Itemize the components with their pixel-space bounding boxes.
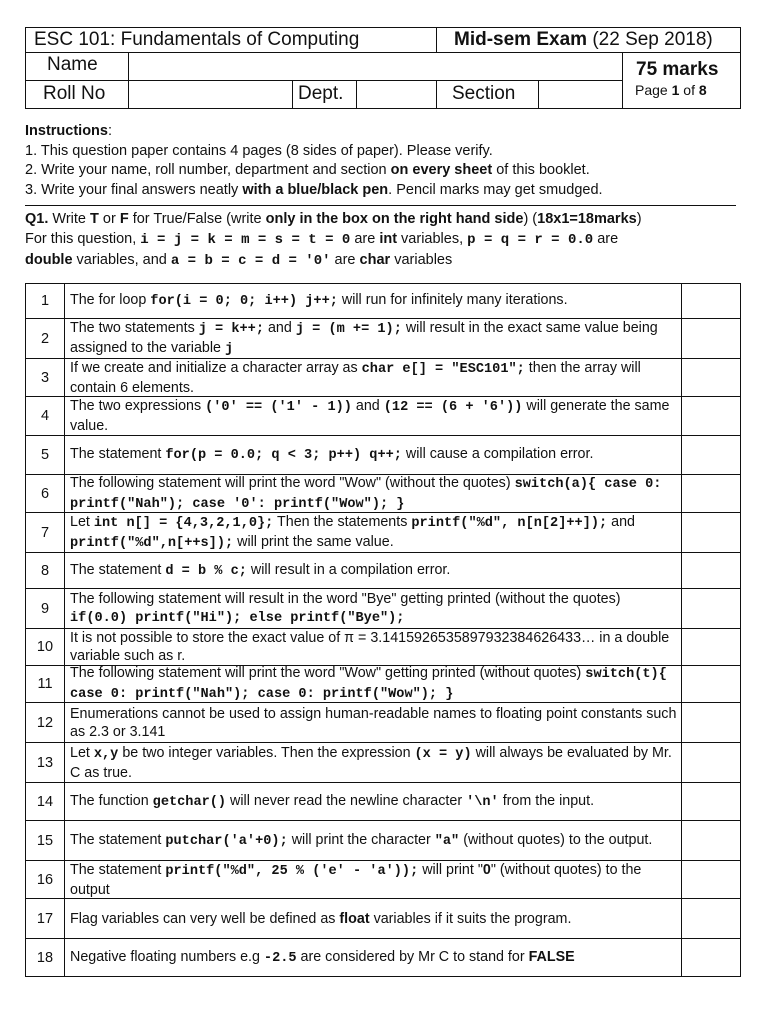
instructions <box>25 122 603 200</box>
question-number: 6 <box>26 475 65 512</box>
code-snippet: char e[] = "ESC101"; <box>361 361 525 377</box>
statement-text: (without quotes) to the output. <box>459 831 653 848</box>
question-text <box>70 513 682 552</box>
q1-text: or <box>98 211 120 227</box>
statement-text: will result in the exact same value being assigned to the variable <box>70 319 658 356</box>
question-number: 17 <box>26 899 65 938</box>
question-text <box>70 475 682 512</box>
statement-text: The statement <box>70 561 166 578</box>
question-number: 12 <box>26 703 65 742</box>
question-text <box>70 359 682 396</box>
q1-code: a = b = c = d = '0' <box>170 253 331 269</box>
statement-text: will print the character <box>287 831 435 848</box>
instruction-text: 2. Write your name, roll number, department and section <box>25 162 391 178</box>
question-number: 11 <box>26 666 65 702</box>
code-snippet: int n[] = {4,3,2,1,0}; <box>93 515 274 531</box>
answer-box[interactable] <box>686 319 740 358</box>
name-field[interactable] <box>134 54 620 79</box>
course-title: ESC 101: Fundamentals of Computing <box>34 29 360 50</box>
question-number: 4 <box>26 397 65 435</box>
statement-text: variables if it suits the program. <box>369 910 572 927</box>
instruction-line <box>25 181 603 201</box>
code-snippet: printf("%d", 25 % ('e' - 'a')); <box>165 863 419 879</box>
answer-box[interactable] <box>686 821 740 860</box>
question-number: 13 <box>26 743 65 782</box>
code-snippet: -2.5 <box>263 950 297 966</box>
question-row <box>25 821 741 861</box>
question-number: 15 <box>26 821 65 860</box>
code-snippet: printf("%d",n[++s]); <box>70 535 234 551</box>
question-row <box>25 861 741 899</box>
q1-code: i = j = k = m = s = t = 0 <box>140 232 351 248</box>
question-text <box>70 703 682 742</box>
statement-text: then the array will contain 6 elements. <box>70 359 641 396</box>
question-row <box>25 743 741 783</box>
code-snippet: j <box>224 341 234 357</box>
q1-type: double <box>25 252 73 268</box>
page-prefix: Page <box>635 82 672 98</box>
statement-text: will generate the same value. <box>70 398 670 434</box>
statement-text: The for loop <box>70 292 151 308</box>
answer-box[interactable] <box>686 743 740 782</box>
statement-text: will always be evaluated by Mr. C as true. <box>70 744 672 781</box>
question-number: 18 <box>26 939 65 976</box>
header-col-divider <box>292 80 293 108</box>
question-number: 9 <box>26 589 65 628</box>
code-snippet: j = (m += 1); <box>295 321 402 337</box>
total-marks: 75 marks <box>636 59 719 80</box>
q1-text: are <box>593 231 619 247</box>
question-row <box>25 283 741 319</box>
answer-box[interactable] <box>686 783 740 820</box>
q1-text: Write <box>48 211 90 227</box>
header-col-divider <box>436 80 437 108</box>
q1-type: char <box>359 252 391 268</box>
code-snippet: '\n' <box>466 794 499 810</box>
statement-text: and <box>607 513 635 530</box>
page-mid: of <box>679 82 699 98</box>
question-text <box>70 589 682 628</box>
question-text <box>70 821 682 860</box>
section-label: Section <box>452 83 516 104</box>
code-snippet: x,y <box>93 746 119 762</box>
question-text <box>70 666 682 702</box>
q1-line <box>25 229 642 250</box>
q1-label: Q1. <box>25 211 49 227</box>
statement-text: and <box>351 398 384 414</box>
instruction-text: of this booklet. <box>492 162 590 178</box>
instruction-text: . Pencil marks may get smudged. <box>388 181 603 198</box>
statement-text: The following statement will print the word "Wow" (without the quotes) <box>70 474 515 491</box>
statement-text: The statement <box>70 861 166 878</box>
roll-no-field[interactable] <box>134 82 290 108</box>
answer-box[interactable] <box>686 939 740 976</box>
header-col-divider <box>538 80 539 108</box>
exam-name: Mid-sem Exam <box>454 29 588 50</box>
question-row <box>25 513 741 553</box>
code-snippet: j = k++; <box>198 321 264 337</box>
code-snippet: printf("%d", n[n[2]++]); <box>411 515 608 531</box>
question-row <box>25 629 741 666</box>
roll-no-label: Roll No <box>43 83 106 104</box>
question-text <box>70 553 682 588</box>
question-text <box>70 397 682 435</box>
statement-text: will run for infinitely many iterations. <box>337 292 568 308</box>
answer-box[interactable] <box>686 284 740 318</box>
answer-box[interactable] <box>686 436 740 474</box>
question-text <box>70 436 682 474</box>
statement-text: The following statement will result in the word "Bye" getting printed (without the quotes) <box>70 590 621 607</box>
section-divider <box>25 205 736 206</box>
question-row <box>25 475 741 513</box>
q1-line <box>25 209 642 229</box>
question-number: 7 <box>26 513 65 552</box>
question-text <box>70 743 682 782</box>
code-snippet: (12 == (6 + '6')) <box>383 400 523 415</box>
question-text <box>70 319 682 358</box>
true-false-table <box>25 283 741 977</box>
answer-box[interactable] <box>686 666 740 702</box>
statement-text: Let <box>70 744 94 761</box>
statement-text: The two statements <box>70 319 199 336</box>
q1-marks: 18x1=18marks <box>537 211 637 227</box>
answer-box[interactable] <box>686 359 740 396</box>
statement-text: are considered by Mr C to stand for <box>296 948 529 965</box>
header-col-divider <box>356 80 357 108</box>
question-row <box>25 397 741 436</box>
statement-text: The function <box>70 792 153 809</box>
answer-box[interactable] <box>686 629 740 665</box>
statement-text: The statement <box>70 831 166 848</box>
code-snippet: ('0' == ('1' - 1)) <box>205 400 352 415</box>
q1-text: ) ( <box>523 211 538 227</box>
answer-box[interactable] <box>686 703 740 742</box>
question-row <box>25 666 741 703</box>
question-row <box>25 436 741 475</box>
answer-box[interactable] <box>686 553 740 588</box>
q1-text: are <box>350 231 380 247</box>
statement-text: Enumerations cannot be used to assign human-readable names to floating point constants such as 2.3 or 3.141 <box>70 705 677 740</box>
statement-text: Negative floating numbers e.g <box>70 948 264 965</box>
question-number: 10 <box>26 629 65 665</box>
exam-header-table <box>25 27 741 109</box>
question-text <box>70 939 682 976</box>
statement-text: will cause a compilation error. <box>401 446 594 462</box>
question-number: 16 <box>26 861 65 898</box>
code-snippet: switch(a){ case 0: printf("Nah"); case '0': printf("Wow"); } <box>70 476 662 512</box>
page-current: 1 <box>671 82 680 98</box>
q1-text: for True/False (write <box>128 211 266 227</box>
statement-text: will result in a compilation error. <box>246 561 451 578</box>
exam-date: (22 Sep 2018) <box>592 29 713 50</box>
question-number: 14 <box>26 783 65 820</box>
statement-text: Let <box>70 513 94 530</box>
q1-text: For this question, <box>25 231 141 247</box>
answer-box[interactable] <box>686 397 740 435</box>
header-row-divider <box>26 52 740 53</box>
question-row <box>25 703 741 743</box>
question-text <box>70 284 682 318</box>
statement-text: be two integer variables. Then the expression <box>118 744 415 761</box>
question-row <box>25 783 741 821</box>
question-text <box>70 629 682 665</box>
answer-box[interactable] <box>686 899 740 938</box>
question-number: 2 <box>26 319 65 358</box>
exam-title <box>454 29 713 51</box>
instructions-heading <box>25 122 603 142</box>
question-row <box>25 553 741 589</box>
statement-text: will print " <box>418 861 483 878</box>
question-number: 3 <box>26 359 65 396</box>
emphasis-text: FALSE <box>528 948 575 965</box>
code-snippet: if(0.0) printf("Hi"); else printf("Bye"); <box>70 610 405 626</box>
q1-text: are <box>330 252 360 268</box>
statement-text: If we create and initialize a character array as <box>70 359 362 376</box>
q1-text: variables <box>390 252 453 268</box>
answer-box[interactable] <box>686 589 740 628</box>
q1-false: F <box>119 211 129 227</box>
code-snippet: "a" <box>434 833 460 849</box>
answer-box[interactable] <box>686 475 740 512</box>
page-indicator <box>635 82 707 98</box>
page-total: 8 <box>698 82 707 98</box>
header-row-divider <box>26 80 622 81</box>
dept-label: Dept. <box>298 83 344 104</box>
instructions-title: Instructions <box>25 123 108 139</box>
answer-box[interactable] <box>686 861 740 898</box>
instruction-emphasis: on every sheet <box>390 162 493 178</box>
q1-type: int <box>379 231 398 247</box>
code-snippet: d = b % c; <box>165 563 247 579</box>
instruction-emphasis: with a blue/black pen <box>242 181 389 198</box>
statement-text: It is not possible to store the exact value of π = 3.1415926535897932384626433… in a double variable such as r. <box>70 630 670 664</box>
question-row <box>25 899 741 939</box>
question-text <box>70 783 682 820</box>
instructions-colon: : <box>107 123 113 139</box>
dept-field[interactable] <box>360 82 434 108</box>
statement-text: will print the same value. <box>233 533 394 550</box>
q1-true: T <box>90 211 99 227</box>
statement-text: Then the statements <box>273 513 412 530</box>
name-label: Name <box>47 54 98 75</box>
statement-text: The following statement will print the word "Wow" getting printed (without quotes) <box>70 665 586 681</box>
question-row <box>25 359 741 397</box>
emphasis-text: float <box>339 910 370 927</box>
code-snippet: switch(t){ case 0: printf("Nah"); case 0: printf("Wow"); } <box>70 667 667 702</box>
statement-text: " (without quotes) to the output <box>70 861 642 898</box>
question-number: 5 <box>26 436 65 474</box>
q1-text: ) <box>636 211 642 227</box>
instruction-text: 3. Write your final answers neatly <box>25 181 243 198</box>
statement-text: Flag variables can very well be defined as <box>70 910 340 927</box>
q1-text: variables, <box>397 231 468 247</box>
instruction-line <box>25 161 603 181</box>
statement-text: The statement <box>70 446 166 462</box>
code-snippet: for(i = 0; 0; i++) j++; <box>150 294 338 309</box>
emphasis-text: 0 <box>482 861 491 878</box>
statement-text: and <box>264 319 296 336</box>
q1-code: p = q = r = 0.0 <box>467 232 594 248</box>
question-row <box>25 589 741 629</box>
question-text <box>70 861 682 898</box>
question-number: 1 <box>26 284 65 318</box>
header-col-divider <box>622 52 623 108</box>
q1-text: variables, and <box>72 252 171 268</box>
q1-intro <box>25 209 642 271</box>
question-number: 8 <box>26 553 65 588</box>
statement-text: The two expressions <box>70 398 206 414</box>
section-field[interactable] <box>542 82 620 108</box>
question-text <box>70 899 682 938</box>
code-snippet: getchar() <box>152 794 227 810</box>
statement-text: will never read the newline character <box>226 792 467 809</box>
statement-text: from the input. <box>498 792 595 809</box>
header-col-divider <box>128 52 129 108</box>
code-snippet: putchar('a'+0); <box>165 833 288 849</box>
question-row <box>25 939 741 977</box>
code-snippet: (x = y) <box>414 746 472 762</box>
code-snippet: for(p = 0.0; q < 3; p++) q++; <box>165 448 402 463</box>
question-row <box>25 319 741 359</box>
q1-emphasis: only in the box on the right hand side <box>265 211 524 227</box>
answer-box[interactable] <box>686 513 740 552</box>
header-col-divider <box>436 28 437 52</box>
instruction-line: 1. This question paper contains 4 pages (8 sides of paper). Please verify. <box>25 142 493 159</box>
q1-line <box>25 250 642 271</box>
